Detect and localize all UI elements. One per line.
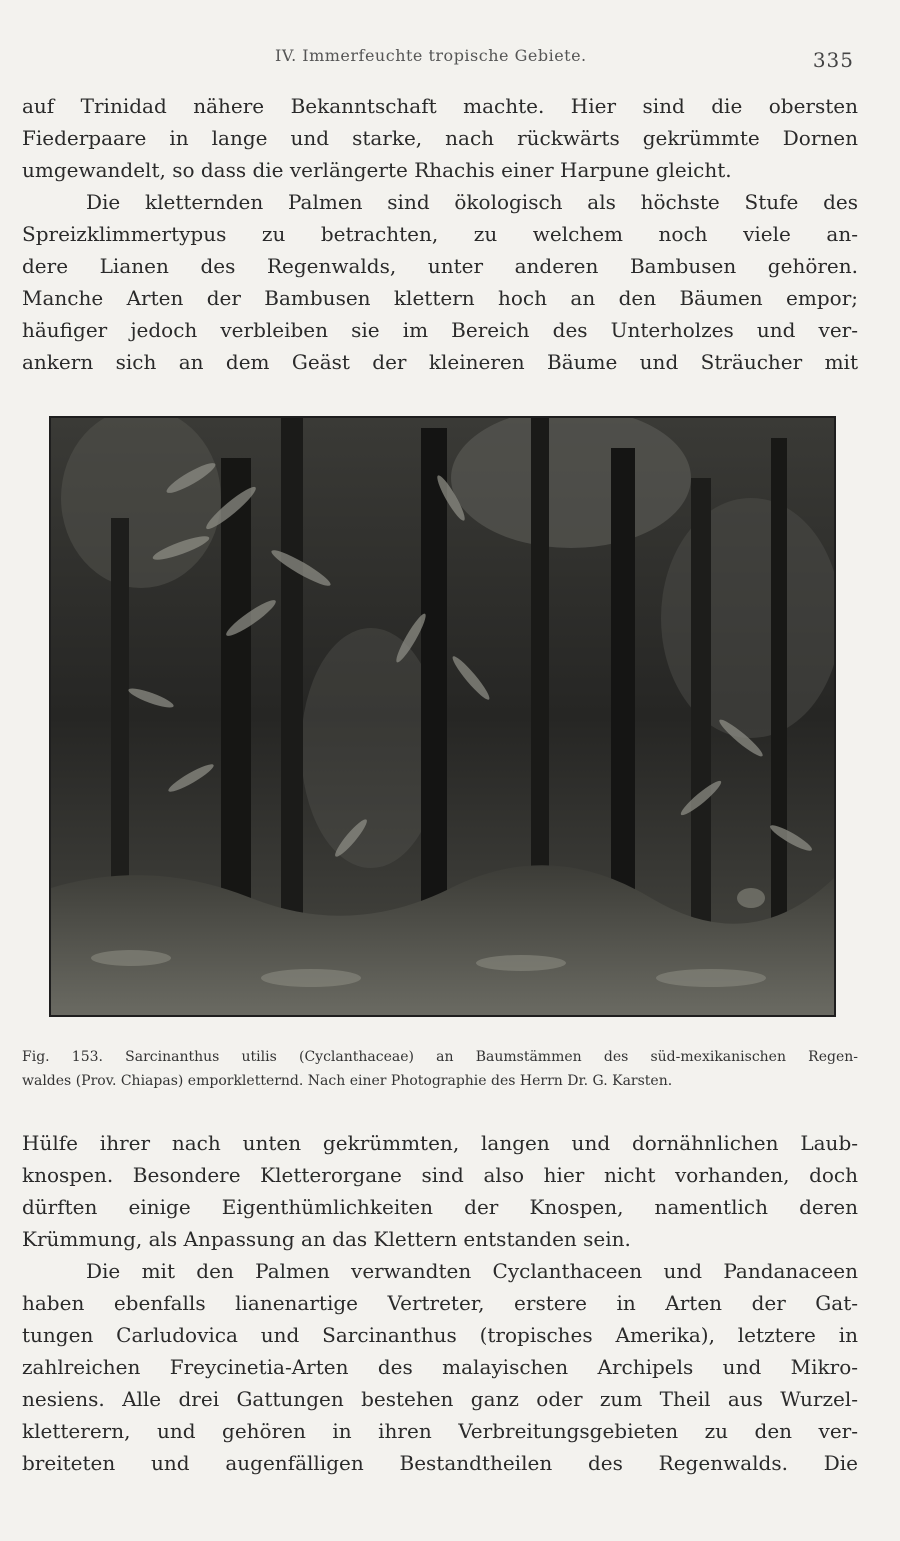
text-line: häufiger jedoch verbleiben sie im Bereich des Unterholzes und ver- (22, 318, 858, 342)
text-line: Spreizklimmertypus zu betrachten, zu welchem noch viele an- (22, 222, 858, 246)
forest-photo-drawing (51, 418, 834, 1015)
text-line: auf Trinidad nähere Bekanntschaft machte. Hier sind die obersten (22, 94, 858, 118)
text-line: haben ebenfalls lianenartige Vertreter, erstere in Arten der Gat- (22, 1291, 858, 1315)
text-line: breiteten und augenfälligen Bestandtheilen des Regenwalds. Die (22, 1451, 858, 1475)
text-line: Die kletternden Palmen sind ökologisch als höchste Stufe des (86, 190, 858, 214)
text-line: kletterern, und gehören in ihren Verbreitungsgebieten zu den ver- (22, 1419, 858, 1443)
text-line: Die mit den Palmen verwandten Cyclanthaceen und Pandanaceen (86, 1259, 858, 1283)
text-line: Manche Arten der Bambusen klettern hoch an den Bäumen empor; (22, 286, 858, 310)
page-number: 335 (812, 48, 854, 72)
page-header (0, 40, 900, 80)
forest-photograph (49, 416, 836, 1017)
body-text-top (22, 90, 858, 378)
text-line: knospen. Besondere Kletterorgane sind also hier nicht vorhanden, doch (22, 1163, 858, 1187)
body-text-bottom (22, 1127, 858, 1479)
text-line: nesiens. Alle drei Gattungen bestehen ganz oder zum Theil aus Wurzel- (22, 1387, 858, 1411)
caption-line: waldes (Prov. Chiapas) emporkletternd. Nach einer Photographie des Herrn Dr. G. Karsten. (22, 1073, 673, 1089)
caption-line: Fig. 153. Sarcinanthus utilis (Cyclanthaceae) an Baumstämmen des süd-mexikanischen Regen- (22, 1049, 858, 1065)
text-line: ankern sich an dem Geäst der kleineren Bäume und Sträucher mit (22, 350, 858, 374)
text-line: umgewandelt, so dass die verlängerte Rhachis einer Harpune gleicht. (22, 158, 732, 182)
text-line: dürften einige Eigenthümlichkeiten der Knospen, namentlich deren (22, 1195, 858, 1219)
text-line: zahlreichen Freycinetia-Arten des malayischen Archipels und Mikro- (22, 1355, 858, 1379)
text-line: Hülfe ihrer nach unten gekrümmten, langen und dornähnlichen Laub- (22, 1131, 858, 1155)
text-line: Krümmung, als Anpassung an das Klettern entstanden sein. (22, 1227, 631, 1251)
running-head: IV. Immerfeuchte tropische Gebiete. (275, 46, 587, 65)
text-line: tungen Carludovica und Sarcinanthus (tropisches Amerika), letztere in (22, 1323, 858, 1347)
text-line: dere Lianen des Regenwalds, unter anderen Bambusen gehören. (22, 254, 858, 278)
figure-caption (22, 1045, 858, 1093)
text-line: Fiederpaare in lange und starke, nach rückwärts gekrümmte Dornen (22, 126, 858, 150)
